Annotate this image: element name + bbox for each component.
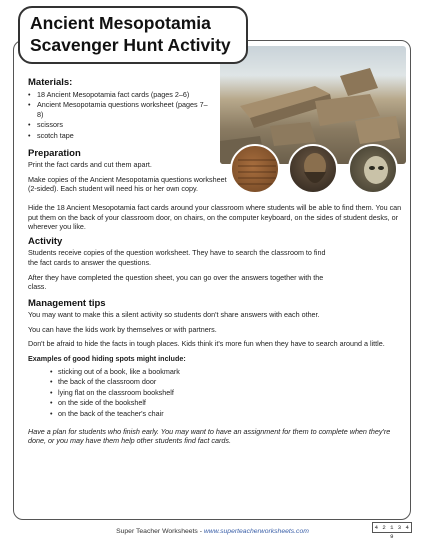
preparation-p1: Print the fact cards and cut them apart.: [28, 160, 152, 170]
title-line-1: Ancient Mesopotamia: [30, 13, 211, 33]
management-p1: You may want to make this a silent activity so students don't share answers with each other.: [28, 310, 320, 320]
preparation-heading: Preparation: [28, 147, 81, 159]
closing-note: Have a plan for students who finish early. You may want to have an assignment for them to complete when they're done, or you may have them help other students find fact cards.: [28, 426, 391, 446]
footer-brand: Super Teacher Worksheets -: [116, 528, 204, 535]
list-item: • scotch tape: [28, 131, 213, 141]
list-item: • lying flat on the classroom bookshelf: [50, 388, 402, 398]
activity-p2: After they have completed the question sheet, you can go over the answers together with the class.: [28, 272, 324, 292]
content: [28, 78, 402, 451]
list-item: • the back of the classroom door: [50, 377, 402, 387]
title-line-2: Scavenger Hunt Activity: [30, 35, 231, 55]
footer: [0, 528, 425, 535]
preparation-p3: Hide the 18 Ancient Mesopotamia fact cards around your classroom where students will be able to find them. You can put them on the back of your classroom door, on chairs, on the computer keyboard, on the sides of student desks, or wherever you like.: [28, 202, 402, 232]
worksheet-code: 4 2 1 3 4 9: [372, 522, 412, 533]
list-item: • 18 Ancient Mesopotamia fact cards (pages 2–6): [28, 90, 213, 100]
list-item: • Ancient Mesopotamia questions worksheet (pages 7–8): [28, 100, 213, 119]
list-item: • sticking out of a book, like a bookmark: [50, 367, 402, 377]
list-item: • on the back of the teacher's chair: [50, 409, 402, 419]
management-p2: You can have the kids work by themselves or with partners.: [28, 324, 217, 334]
activity-heading: Activity: [28, 235, 63, 247]
management-p3: Don't be afraid to hide the facts in tough places. Kids think it's more fun when they have to search around a little.: [28, 339, 385, 349]
list-item: • on the side of the bookshelf: [50, 398, 402, 408]
hiding-spots-heading: Examples of good hiding spots might include:: [28, 354, 186, 364]
materials-heading: Materials:: [28, 77, 73, 88]
preparation-p2: Make copies of the Ancient Mesopotamia questions worksheet (2-sided). Each student will need his or her own copy.: [28, 174, 227, 194]
management-heading: Management tips: [28, 297, 106, 309]
hiding-spots-list: [50, 367, 402, 419]
activity-p1: Students receive copies of the question worksheet. They have to search the classroom to find the fact cards to answer the questions.: [28, 248, 326, 267]
materials-list: [28, 90, 213, 141]
list-item: • scissors: [28, 120, 213, 130]
footer-url[interactable]: www.superteacherworksheets.com: [203, 528, 309, 535]
title-box: [18, 6, 248, 64]
